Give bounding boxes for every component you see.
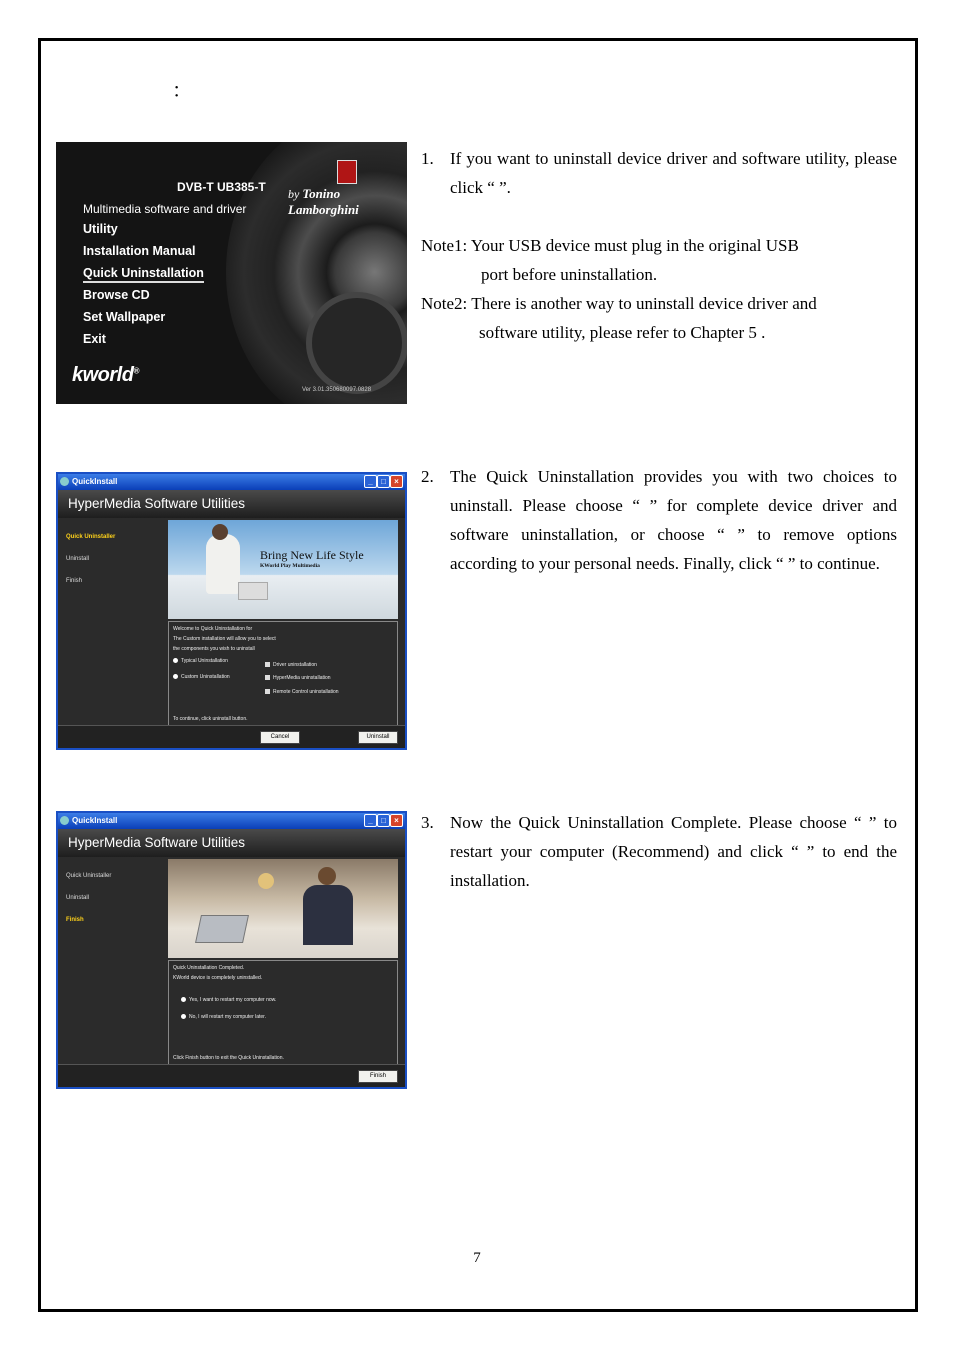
radio-icon xyxy=(173,658,178,663)
restart-later-label: No, I will restart my computer later. xyxy=(189,1014,266,1020)
menu-item-utility[interactable]: Utility xyxy=(83,222,118,236)
step-1-item xyxy=(421,144,897,202)
brand-crest-icon xyxy=(337,160,357,184)
minimize-icon[interactable]: _ xyxy=(364,814,377,827)
hypermedia-uninstall-checkbox[interactable] xyxy=(265,675,331,681)
step-1-number: 1. xyxy=(421,149,434,168)
laptop-graphic xyxy=(238,582,268,600)
uninstall-wizard-screenshot xyxy=(56,472,407,750)
wizard-button-bar xyxy=(58,1064,405,1087)
person-head xyxy=(318,867,336,885)
by-text: by xyxy=(288,187,300,201)
uninstall-button[interactable]: Uninstall xyxy=(358,731,398,744)
window-title: QuickInstall xyxy=(72,816,118,825)
restart-later-radio[interactable] xyxy=(181,1014,266,1020)
logo-mark: ® xyxy=(133,366,139,376)
photo-title: Bring New Life Style xyxy=(260,548,364,562)
lifestyle-photo xyxy=(168,520,398,619)
radio-icon xyxy=(173,674,178,679)
step-3-text xyxy=(421,808,897,895)
note-2-line-1: Note2: There is another way to uninstall device driver and xyxy=(421,294,817,313)
section-heading-colon: ： xyxy=(172,80,192,102)
brand-signature xyxy=(288,186,407,218)
remote-uninstall-checkbox[interactable] xyxy=(265,689,339,695)
step-3-number: 3. xyxy=(421,813,434,832)
window-title: QuickInstall xyxy=(72,477,118,486)
panel-footer: To continue, click uninstall button. xyxy=(173,716,248,722)
step-3-body: Now the Quick Uninstallation Complete. Please choose “ ” to restart your computer (Recommend) and click “ ” to end the installation. xyxy=(450,813,897,890)
step-quick-uninstaller: Quick Uninstaller xyxy=(66,873,112,879)
autorun-menu-screenshot xyxy=(56,142,407,404)
note-1-line-2: port before uninstallation. xyxy=(481,265,658,284)
typical-uninstall-label: Typical Uninstallation xyxy=(181,658,228,664)
panel-line-1: Quick Uninstallation Completed. xyxy=(173,965,245,971)
brand-name: Tonino Lamborghini xyxy=(288,186,359,217)
uninstall-complete-screenshot xyxy=(56,811,407,1089)
person-head xyxy=(212,524,228,540)
step-2-body: The Quick Uninstallation provides you with two choices to uninstall. Please choose “ ” for complete device driver and software uninstallation, or choose “ ” to remove options according to your personal needs. Finally, click “ ” to continue. xyxy=(450,467,897,573)
kworld-logo xyxy=(72,364,139,387)
cancel-button[interactable]: Cancel xyxy=(260,731,300,744)
menu-item-multimedia[interactable]: Multimedia software and driver xyxy=(83,202,247,216)
custom-uninstall-label: Custom Uninstallation xyxy=(181,674,230,680)
typical-uninstall-radio[interactable] xyxy=(173,658,228,664)
note-1-line-1: Note1: Your USB device must plug in the original USB xyxy=(421,236,799,255)
panel-line-3: the components you wish to uninstall xyxy=(173,646,255,652)
menu-item-installation-manual[interactable]: Installation Manual xyxy=(83,244,196,258)
restart-now-label: Yes, I want to restart my computer now. xyxy=(189,997,277,1003)
step-quick-uninstaller: Quick Uninstaller xyxy=(66,534,116,540)
photo-subtitle: KWorld Play Multimedia xyxy=(260,563,320,569)
panel-line-2: The Custom installation will allow you to select xyxy=(173,636,276,642)
close-icon[interactable]: × xyxy=(390,814,403,827)
step-1-text xyxy=(421,144,897,347)
person-figure xyxy=(303,885,353,945)
step-uninstall: Uninstall xyxy=(66,556,90,562)
remote-uninstall-label: Remote Control uninstallation xyxy=(273,689,339,695)
checkbox-icon xyxy=(265,662,270,667)
uninstall-options-panel xyxy=(168,621,398,729)
step-2-number: 2. xyxy=(421,467,434,486)
menu-item-set-wallpaper[interactable]: Set Wallpaper xyxy=(83,310,166,324)
maximize-icon[interactable]: □ xyxy=(377,475,390,488)
logo-text: kworld xyxy=(72,364,134,386)
restart-now-radio[interactable] xyxy=(181,997,276,1003)
custom-uninstall-radio[interactable] xyxy=(173,674,230,680)
radio-icon xyxy=(181,1014,186,1019)
product-model: DVB-T UB385-T xyxy=(177,180,266,194)
driver-uninstall-label: Driver uninstallation xyxy=(273,662,317,668)
note-1 xyxy=(421,231,897,289)
menu-item-exit[interactable]: Exit xyxy=(83,332,106,346)
panel-line-1: Welcome to Quick Uninstallation for xyxy=(173,626,253,632)
driver-uninstall-checkbox[interactable] xyxy=(265,662,317,668)
wheel-hub-graphic xyxy=(306,292,407,394)
person-head xyxy=(258,873,274,889)
close-icon[interactable]: × xyxy=(390,475,403,488)
menu-item-quick-uninstallation[interactable]: Quick Uninstallation xyxy=(83,266,204,283)
checkbox-icon xyxy=(265,675,270,680)
panel-footer: Click Finish button to exit the Quick Uninstallation. xyxy=(173,1055,284,1061)
note-2-line-2: software utility, please refer to Chapter 5 . xyxy=(479,323,766,342)
step-1-body: If you want to uninstall device driver and software utility, please click “ ”. xyxy=(450,149,897,197)
version-label: Ver 3.01.350680097.0828 xyxy=(302,387,372,393)
window-titlebar xyxy=(58,474,405,490)
completion-panel xyxy=(168,960,398,1068)
wizard-button-bar xyxy=(58,725,405,748)
panel-line-2: KWorld device is completely uninstalled. xyxy=(173,975,263,981)
step-finish: Finish xyxy=(66,578,83,584)
menu-item-browse-cd[interactable]: Browse CD xyxy=(83,288,150,302)
finish-button[interactable]: Finish xyxy=(358,1070,398,1083)
note-2 xyxy=(421,289,897,347)
step-finish: Finish xyxy=(66,917,84,923)
step-uninstall: Uninstall xyxy=(66,895,90,901)
laptop-graphic xyxy=(195,915,249,943)
hypermedia-uninstall-label: HyperMedia uninstallation xyxy=(273,675,331,681)
radio-icon xyxy=(181,997,186,1002)
couple-photo xyxy=(168,859,398,958)
app-icon xyxy=(60,816,69,825)
maximize-icon[interactable]: □ xyxy=(377,814,390,827)
step-3-item xyxy=(421,808,897,895)
person-figure xyxy=(206,534,240,594)
wizard-header: HyperMedia Software Utilities xyxy=(58,829,405,857)
minimize-icon[interactable]: _ xyxy=(364,475,377,488)
checkbox-icon xyxy=(265,689,270,694)
app-icon xyxy=(60,477,69,486)
wizard-header: HyperMedia Software Utilities xyxy=(58,490,405,518)
window-titlebar xyxy=(58,813,405,829)
step-2-text xyxy=(421,462,897,578)
step-2-item xyxy=(421,462,897,578)
page-number: 7 xyxy=(473,1250,481,1266)
